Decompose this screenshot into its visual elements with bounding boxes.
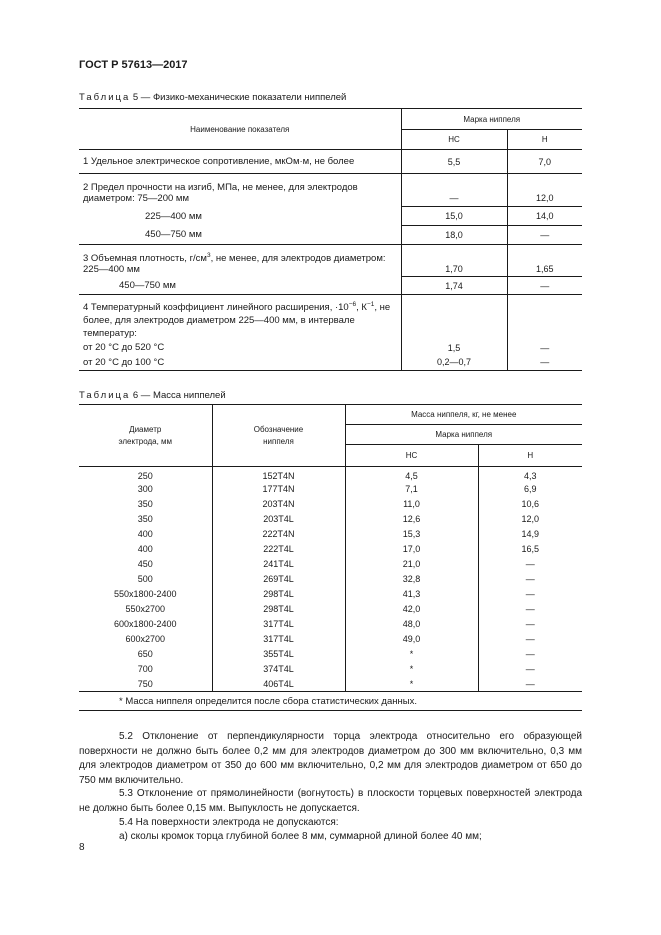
table-row <box>79 602 582 617</box>
document-header: ГОСТ Р 57613—2017 <box>79 59 188 71</box>
mass-ns-cell: 42,0 <box>345 602 478 617</box>
mass-n-cell: 10,6 <box>521 499 540 509</box>
diameter-cell: 750 <box>79 677 212 692</box>
mass-n-cell: — <box>525 604 535 614</box>
diameter-cell: 550х1800-2400 <box>79 587 212 602</box>
table5-caption-word: Таблица <box>79 92 131 103</box>
diameter-cell: 650 <box>79 647 212 662</box>
diameter-cell: 450 <box>79 557 212 572</box>
table5-row3-sub1-ns: 1,74 <box>401 277 507 295</box>
mass-ns-cell: 15,3 <box>345 527 478 542</box>
designation-cell: 317Т4L <box>212 617 345 632</box>
table5-row1-n: 7,0 <box>507 150 582 174</box>
table5 <box>79 108 582 371</box>
designation-cell: 298Т4L <box>212 587 345 602</box>
mass-ns-cell: 12,6 <box>345 512 478 527</box>
table6 <box>79 404 582 711</box>
mass-ns-cell: 7,1 <box>345 482 478 497</box>
table6-head-mass: Масса ниппеля, кг, не менее <box>345 405 582 425</box>
table5-row4-sub1-n: — <box>540 342 550 353</box>
diameter-cell: 250 <box>79 467 212 482</box>
table-row <box>79 617 582 632</box>
table-row <box>79 662 582 677</box>
table6-footnote: * Масса ниппеля определится после сбора статистических данных. <box>79 692 582 711</box>
mass-n-cell: 16,5 <box>521 544 540 554</box>
mass-ns-cell: * <box>345 662 478 677</box>
table-row <box>79 527 582 542</box>
table-row <box>79 587 582 602</box>
table5-row2-sub1-n: 14,0 <box>507 207 582 226</box>
mass-ns-cell: 48,0 <box>345 617 478 632</box>
designation-cell: 317Т4L <box>212 632 345 647</box>
designation-cell: 222Т4N <box>212 527 345 542</box>
table6-head-n: Н <box>478 445 582 467</box>
page-number: 8 <box>79 842 85 853</box>
table5-row3-label-a: 3 Объемная плотность, г/см <box>83 252 207 264</box>
table5-row4-sup-a: −6 <box>348 300 357 308</box>
table5-head-mark: Марка ниппеля <box>401 109 582 130</box>
paragraph-5-4: 5.4 На поверхности электрода не допускаются: <box>119 817 339 828</box>
table5-head-n: Н <box>507 130 582 150</box>
mass-ns-cell: 11,0 <box>345 497 478 512</box>
table5-row3-label-b: , не менее, для электродов диаметром: 225—400 мм <box>83 252 386 275</box>
mass-ns-cell: 32,8 <box>345 572 478 587</box>
table5-row3-n: 1,65 <box>535 264 554 274</box>
table5-row4-sub2: от 20 °С до 100 °С <box>79 355 401 371</box>
table-row <box>79 482 582 497</box>
table5-row3-sub1-n: — <box>507 277 582 295</box>
diameter-cell: 350 <box>79 497 212 512</box>
table-row <box>79 572 582 587</box>
mass-n-cell: — <box>525 574 535 584</box>
mass-ns-cell: 49,0 <box>345 632 478 647</box>
mass-ns-cell: 4,5 <box>345 467 478 482</box>
mass-ns-cell: * <box>345 647 478 662</box>
table-row <box>79 497 582 512</box>
table5-row4-label <box>79 295 401 341</box>
table5-caption <box>79 92 346 103</box>
table5-row1-label: 1 Удельное электрическое сопротивление, мкОм·м, не более <box>79 150 401 174</box>
mass-n-cell: — <box>525 649 535 659</box>
mass-ns-cell: 17,0 <box>345 542 478 557</box>
mass-n-cell: — <box>525 619 535 629</box>
paragraph-5-4-a: а) сколы кромок торца глубиной более 8 мм, суммарной длиной более 40 мм; <box>119 831 482 842</box>
table5-row4-sup-b: −1 <box>366 300 375 308</box>
table5-row1-ns: 5,5 <box>401 150 507 174</box>
table5-row2-sub2-n: — <box>507 226 582 245</box>
table5-row2-ns: — <box>401 174 507 207</box>
table5-row3-sub1: 450—750 мм <box>79 277 401 295</box>
table5-row3-ns: 1,70 <box>401 245 507 277</box>
table-row <box>79 542 582 557</box>
diameter-cell: 350 <box>79 512 212 527</box>
table5-row4-label-a: 4 Температурный коэффициент линейного расширения, ·10 <box>83 301 349 313</box>
table5-caption-text: 5 — Физико-механические показатели ниппелей <box>130 92 347 103</box>
table6-body <box>79 467 582 692</box>
table5-row2-sub2-ns: 18,0 <box>401 226 507 245</box>
table5-head-ns: НС <box>401 130 507 150</box>
table5-row4-sub1-ns: 1,5 <box>401 341 507 355</box>
mass-ns-cell: 41,3 <box>345 587 478 602</box>
table5-row2-sub1: 225—400 мм <box>79 207 401 226</box>
designation-cell: 355Т4L <box>212 647 345 662</box>
table6-caption-word: Таблица <box>79 390 131 401</box>
designation-cell: 203Т4N <box>212 497 345 512</box>
mass-n-cell: 14,9 <box>521 529 540 539</box>
table-row <box>79 557 582 572</box>
table5-row4-sub2-n: — <box>507 355 582 371</box>
table-row <box>79 632 582 647</box>
diameter-cell: 400 <box>79 527 212 542</box>
table6-caption <box>79 390 226 401</box>
designation-cell: 406Т4L <box>212 677 345 692</box>
diameter-cell: 600х2700 <box>79 632 212 647</box>
table5-row2-sub1-ns: 15,0 <box>401 207 507 226</box>
table5-row2-label: 2 Предел прочности на изгиб, МПа, не менее, для электродов диаметром: 75—200 мм <box>79 174 401 207</box>
mass-n-cell: 12,0 <box>521 514 540 524</box>
mass-n-cell: — <box>525 664 535 674</box>
table6-head-mark: Марка ниппеля <box>345 425 582 445</box>
table6-caption-text: 6 — Масса ниппелей <box>130 390 226 401</box>
designation-cell: 203Т4L <box>212 512 345 527</box>
table6-head-ns: НС <box>345 445 478 467</box>
mass-n-cell: — <box>525 634 535 644</box>
diameter-cell: 500 <box>79 572 212 587</box>
designation-cell: 152Т4N <box>212 467 345 482</box>
paragraph-5-2: 5.2 Отклонение от перпендикулярности торца электрода относительно его образующей поверхности не должно быть более 0,2 мм для электродов диаметром до 300 мм включительно, 0,3 мм для электродов диаметром от 350 до 600 мм включительно, 0,2 мм для электродов диаметром от 650 до 750 мм включительно. <box>79 731 582 786</box>
table6-head-designation: Обозначение ниппеля <box>212 405 345 467</box>
table5-row4-sub2-ns: 0,2—0,7 <box>401 355 507 371</box>
mass-ns-cell: * <box>345 677 478 692</box>
diameter-cell: 400 <box>79 542 212 557</box>
mass-n-cell: — <box>525 559 535 569</box>
diameter-cell: 700 <box>79 662 212 677</box>
mass-n-cell: 4,3 <box>523 470 537 481</box>
diameter-cell: 300 <box>79 482 212 497</box>
mass-n-cell: — <box>525 589 535 599</box>
table5-row4-label-b: , К <box>356 301 367 313</box>
diameter-cell: 600х1800-2400 <box>79 617 212 632</box>
table-row <box>79 467 582 482</box>
mass-ns-cell: 21,0 <box>345 557 478 572</box>
designation-cell: 241Т4L <box>212 557 345 572</box>
diameter-cell: 550х2700 <box>79 602 212 617</box>
mass-n-cell: 6,9 <box>523 484 537 494</box>
table-row <box>79 647 582 662</box>
table5-row3-label <box>79 245 401 277</box>
designation-cell: 269Т4L <box>212 572 345 587</box>
table5-row4-label-c: , не более, для электродов диаметром 225—400 мм, в интервале температур: <box>83 301 391 339</box>
designation-cell: 222Т4L <box>212 542 345 557</box>
mass-n-cell: — <box>525 678 535 689</box>
designation-cell: 374Т4L <box>212 662 345 677</box>
designation-cell: 298Т4L <box>212 602 345 617</box>
table5-row4-sub1: от 20 °С до 520 °С <box>79 341 401 355</box>
table5-row2-n: 12,0 <box>535 193 554 203</box>
table5-head-name: Наименование показателя <box>79 109 401 150</box>
designation-cell: 177Т4N <box>212 482 345 497</box>
table6-head-diameter: Диаметр электрода, мм <box>79 405 212 467</box>
table5-row2-sub2: 450—750 мм <box>79 226 401 245</box>
table5-row3-sup: 3 <box>206 251 211 259</box>
table-row <box>79 512 582 527</box>
paragraph-5-3: 5.3 Отклонение от прямолинейности (вогнутость) в плоскости торцевых поверхностей электрода не должно быть более 0,15 мм. Выпуклость не допускается. <box>79 788 582 814</box>
table-row <box>79 677 582 692</box>
